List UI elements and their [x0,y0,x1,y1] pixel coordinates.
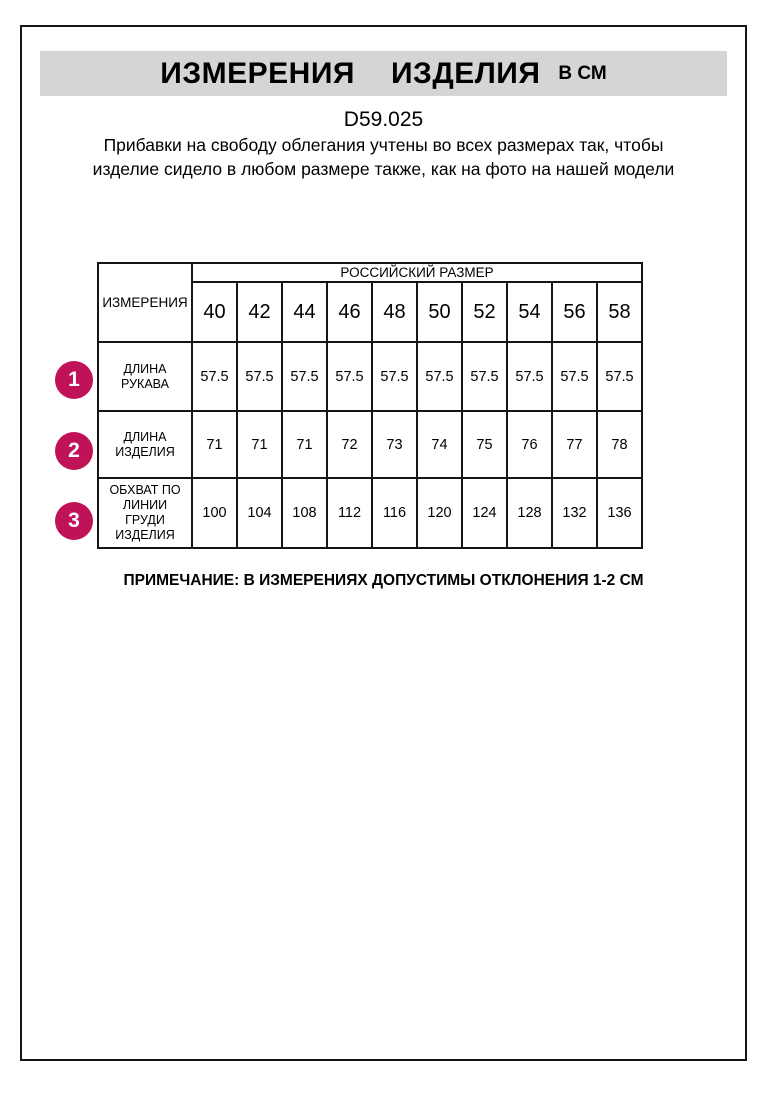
page-title-unit: В СМ [558,62,607,84]
size-table [97,262,643,549]
size-header-cell: 54 [507,282,552,342]
measurement-value-cell: 120 [417,478,462,548]
measurement-value-cell: 57.5 [507,342,552,411]
measurement-value-cell: 71 [282,411,327,478]
row-number-badge-1: 1 [55,361,93,399]
measurement-value-cell: 136 [597,478,642,548]
measurement-value-cell: 76 [507,411,552,478]
title-band [40,51,727,96]
table-row-product-length [98,411,642,478]
page-title-product: ИЗДЕЛИЯ [390,56,541,90]
measurement-value-cell: 124 [462,478,507,548]
measurement-value-cell: 108 [282,478,327,548]
measurement-value-cell: 57.5 [282,342,327,411]
table-row-chest-girth [98,478,642,548]
row-number-badge-3: 3 [55,502,93,540]
size-header-cell: 46 [327,282,372,342]
row-number-badge-2: 2 [55,432,93,470]
size-group-header: РОССИЙСКИЙ РАЗМЕР [192,263,642,282]
measurement-value-cell: 57.5 [372,342,417,411]
measurement-value-cell: 57.5 [327,342,372,411]
measurement-value-cell: 77 [552,411,597,478]
measurement-value-cell: 57.5 [462,342,507,411]
row-label: ДЛИНА ИЗДЕЛИЯ [98,411,192,478]
measurement-value-cell: 57.5 [237,342,282,411]
size-header-cell: 58 [597,282,642,342]
measurement-value-cell: 132 [552,478,597,548]
size-header-cell: 42 [237,282,282,342]
table-header-row-group [98,263,642,282]
model-code: D59.025 [343,108,424,131]
measurement-value-cell: 57.5 [417,342,462,411]
row-label: ДЛИНА РУКАВА [98,342,192,411]
table-row-sleeve-length [98,342,642,411]
page-title-measurements: ИЗМЕРЕНИЯ [160,56,355,90]
measurement-value-cell: 78 [597,411,642,478]
measurement-value-cell: 128 [507,478,552,548]
size-header-cell: 40 [192,282,237,342]
measurement-value-cell: 72 [327,411,372,478]
size-header-cell: 56 [552,282,597,342]
measurement-value-cell: 57.5 [192,342,237,411]
measurement-value-cell: 57.5 [552,342,597,411]
measurement-value-cell: 73 [372,411,417,478]
measurement-value-cell: 71 [192,411,237,478]
size-header-cell: 50 [417,282,462,342]
size-header-cell: 48 [372,282,417,342]
tolerance-note: ПРИМЕЧАНИЕ: В ИЗМЕРЕНИЯХ ДОПУСТИМЫ ОТКЛОНЕНИЯ 1-2 СМ [123,572,644,589]
measurement-value-cell: 71 [237,411,282,478]
measurement-value-cell: 57.5 [597,342,642,411]
row-label: ОБХВАТ ПО ЛИНИИ ГРУДИ ИЗДЕЛИЯ [98,478,192,548]
corner-header-cell: ИЗМЕРЕНИЯ [98,263,192,342]
page-frame [20,25,747,1061]
measurement-value-cell: 104 [237,478,282,548]
product-description: Прибавки на свободу облегания учтены во всех размерах так, чтобы изделие сидело в любом размере также, как на фото на нашей модели [92,135,675,179]
measurement-value-cell: 75 [462,411,507,478]
size-header-cell: 44 [282,282,327,342]
measurement-value-cell: 112 [327,478,372,548]
measurement-value-cell: 100 [192,478,237,548]
size-header-cell: 52 [462,282,507,342]
measurement-value-cell: 116 [372,478,417,548]
measurement-value-cell: 74 [417,411,462,478]
